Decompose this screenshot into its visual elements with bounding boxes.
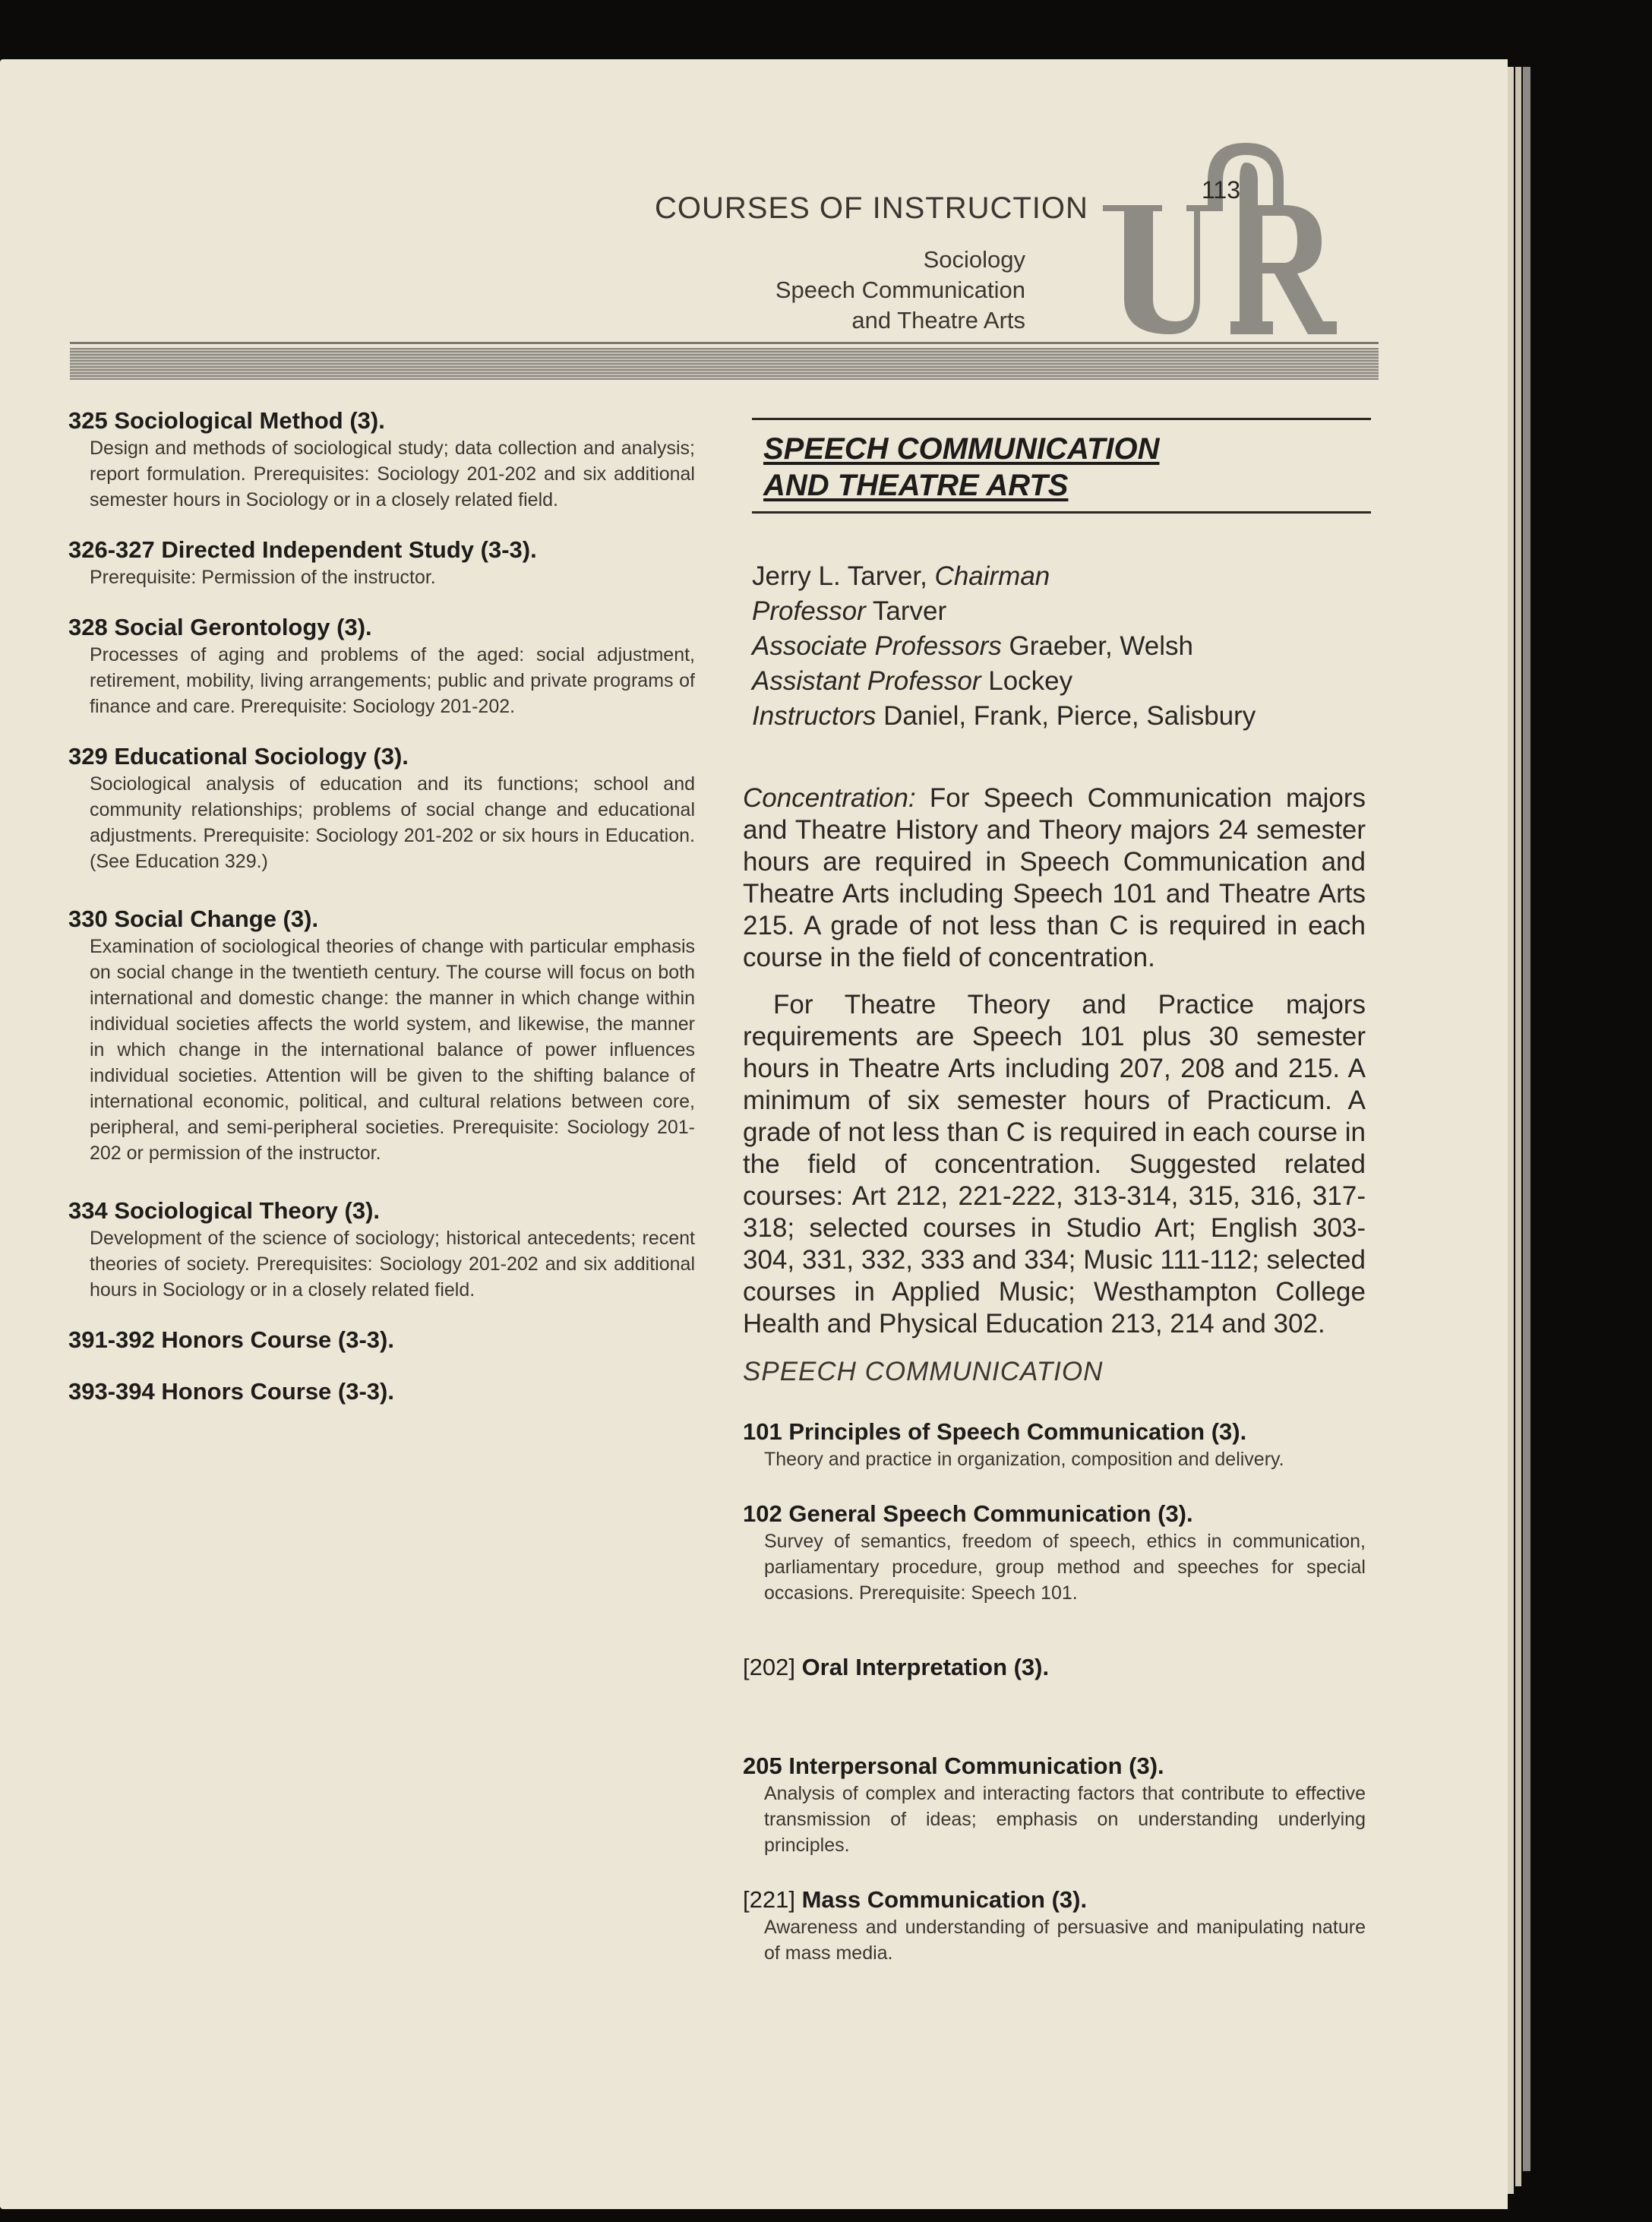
header-rule <box>70 348 1379 380</box>
course-entry <box>743 1653 1366 1682</box>
course-number-bracket: [221] <box>743 1886 795 1913</box>
faculty-name: Jerry L. Tarver, <box>752 561 935 591</box>
sociology-course-list <box>68 406 695 1423</box>
header-subtitle-line: and Theatre Arts <box>851 307 1025 333</box>
course-description: Theory and practice in organization, composition and delivery. <box>764 1449 1284 1470</box>
course-title: 329 Educational Sociology (3). <box>68 743 409 770</box>
faculty-entry <box>752 559 1366 594</box>
course-description: Analysis of complex and interacting factors that contribute to effective transmission of ideas; emphasis on understanding underlying principles. <box>764 1783 1366 1856</box>
course-title-text: Oral Interpretation (3). <box>794 1654 1050 1680</box>
course-title <box>743 1500 1366 1528</box>
page-edge <box>1523 67 1530 2171</box>
concentration-label: Concentration: <box>743 783 916 813</box>
course-title <box>743 1885 1366 1914</box>
course-entry <box>68 905 695 1166</box>
page-number: 113 <box>1202 176 1241 204</box>
header-subtitle-line: Sociology <box>923 246 1025 273</box>
faculty-role: Professor <box>752 596 866 626</box>
course-title: 328 Social Gerontology (3). <box>68 614 372 640</box>
faculty-entry <box>752 699 1366 734</box>
course-title-text: 101 Principles of Speech Communication (3). <box>743 1418 1247 1445</box>
faculty-entry <box>752 594 1366 629</box>
course-description: Survey of semantics, freedom of speech, ethics in communication, parliamentary procedure, group method and speeches for special occasions. Prerequisite: Speech 101. <box>764 1531 1366 1604</box>
course-description: Awareness and understanding of persuasive and manipulating nature of mass media. <box>764 1917 1366 1964</box>
subsection-heading: SPEECH COMMUNICATION <box>743 1357 1104 1386</box>
faculty-list <box>743 559 1366 734</box>
course-title <box>743 1418 1366 1446</box>
concentration-text: For Speech Communication majors and Theatre History and Theory majors 24 semester hours are required in Speech Communication and Theatre Arts including Speech 101 and Theatre Arts 215. A grade of not less than C is required in each course in the field of concentration. <box>743 783 1366 972</box>
page-edge <box>1508 67 1514 2194</box>
course-entry <box>68 742 695 874</box>
course-title: 330 Social Change (3). <box>68 906 319 932</box>
course-entry <box>68 1377 695 1406</box>
page-edge <box>1515 67 1521 2186</box>
course-description: Design and methods of sociological study; data collection and analysis; report formulation. Prerequisites: Sociology 201-202 and six additional semester hours in Sociology or in a closely related field. <box>90 438 695 510</box>
practice-paragraph: For Theatre Theory and Practice majors requirements are Speech 101 plus 30 semester hours in Theatre Arts including 207, 208 and 215. A minimum of six semester hours of Practicum. A grade of not less than C is required in each course in the field of concentration. Suggested related courses: Art 212, 221-222, 313-314, 315, 316, 317-318; selected courses in Studio Art; English 303-304, 331, 332, 333 and 334; Music 111-112; selected courses in Applied Music; Westhampton College Health and Physical Education 213, 214 and 302. <box>743 990 1366 1339</box>
ur-logo <box>1094 135 1382 340</box>
department-heading-line: SPEECH COMMUNICATION <box>763 432 1160 466</box>
course-title <box>743 1752 1366 1781</box>
course-title-text: 102 General Speech Communication (3). <box>743 1500 1193 1527</box>
department-heading <box>752 418 1371 514</box>
faculty-name: Lockey <box>981 666 1073 696</box>
course-entry <box>68 1196 695 1303</box>
course-entry <box>743 1500 1366 1606</box>
course-title <box>743 1653 1366 1682</box>
course-entry <box>68 406 695 513</box>
course-description: Development of the science of sociology; historical antecedents; recent theories of society. Prerequisites: Sociology 201-202 and six additional hours in Sociology or in a closely related field. <box>90 1228 695 1301</box>
course-title-text: Mass Communication (3). <box>794 1886 1088 1913</box>
course-title: 391-392 Honors Course (3-3). <box>68 1326 394 1353</box>
course-title: 334 Sociological Theory (3). <box>68 1197 381 1224</box>
course-title: 325 Sociological Method (3). <box>68 407 385 434</box>
course-description: Examination of sociological theories of change with particular emphasis on social change in the twentieth century. The course will focus on both international and domestic change: the manner in which change within individual societies affects the world system, and likewise, the manner in which change in the international balance of power influences individual societies. Attention will be given to the shifting balance of international economic, political, and cultural relations between core, peripheral, and semi-peripheral societies. Prerequisite: Sociology 201-202 or permission of the instructor. <box>90 936 695 1164</box>
faculty-entry <box>752 664 1366 699</box>
course-entry <box>68 613 695 719</box>
header-subtitle <box>775 245 1025 336</box>
running-header: COURSES OF INSTRUCTION <box>655 191 1088 225</box>
department-heading-line: AND THEATRE ARTS <box>763 469 1069 502</box>
course-description: Sociological analysis of education and its functions; school and community relationships; problems of social change and educational adjustments. Prerequisite: Sociology 201-202 or six hours in Education. (See Education 329.) <box>90 773 695 872</box>
faculty-role: Chairman <box>934 561 1050 591</box>
course-title-text: 205 Interpersonal Communication (3). <box>743 1753 1164 1779</box>
course-entry <box>743 1418 1366 1472</box>
faculty-role: Associate Professors <box>752 631 1002 661</box>
faculty-role: Instructors <box>752 701 877 731</box>
course-description: Prerequisite: Permission of the instructor. <box>90 567 436 588</box>
course-entry <box>68 1326 695 1354</box>
faculty-role: Assistant Professor <box>752 666 981 696</box>
concentration-paragraph <box>743 782 1366 974</box>
course-number-bracket: [202] <box>743 1654 795 1680</box>
faculty-name: Tarver <box>865 596 947 626</box>
faculty-name: Graeber, Welsh <box>1001 631 1193 661</box>
course-title: 393-394 Honors Course (3-3). <box>68 1378 394 1405</box>
speech-department-section <box>743 418 1366 1983</box>
course-description: Processes of aging and problems of the aged: social adjustment, retirement, mobility, living arrangements; public and private programs of finance and care. Prerequisite: Sociology 201-202. <box>90 644 695 717</box>
faculty-name: Daniel, Frank, Pierce, Salisbury <box>876 701 1256 731</box>
course-entry <box>68 536 695 590</box>
header-subtitle-line: Speech Communication <box>775 277 1025 303</box>
course-entry <box>743 1885 1366 1966</box>
course-entry <box>743 1752 1366 1858</box>
course-title: 326-327 Directed Independent Study (3-3). <box>68 536 537 563</box>
faculty-entry <box>752 629 1366 664</box>
